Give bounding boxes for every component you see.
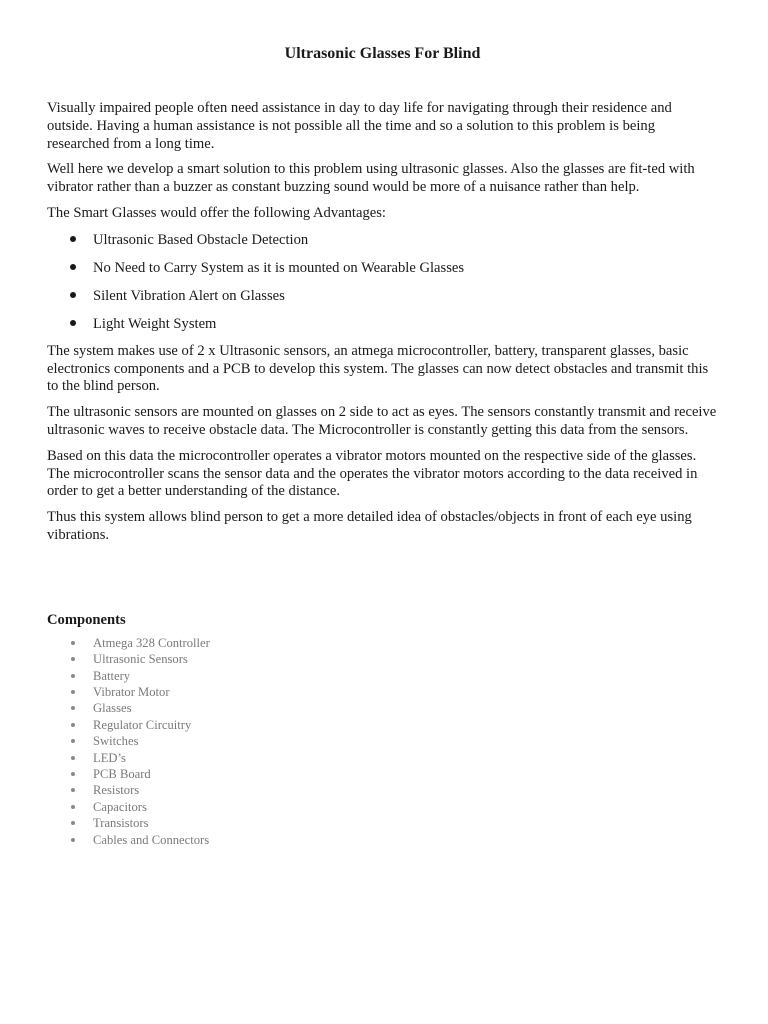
component-text: LED’s <box>93 750 126 765</box>
advantage-item <box>47 287 718 305</box>
component-text: PCB Board <box>93 767 151 781</box>
bullet-icon <box>71 805 75 809</box>
advantages-list <box>47 231 718 333</box>
bullet-icon <box>71 657 75 661</box>
bullet-icon <box>70 292 76 298</box>
component-text: Vibrator Motor <box>93 684 170 699</box>
component-text: Capacitors <box>93 799 147 814</box>
bullet-icon <box>71 788 75 792</box>
advantage-item <box>47 315 718 333</box>
component-item <box>47 700 718 716</box>
bullet-icon <box>71 641 75 645</box>
body-paragraph: Thus this system allows blind person to get a more detailed idea of obstacles/objects in front of each eye using vibrations. <box>47 509 692 543</box>
advantage-text: Light Weight System <box>93 315 217 332</box>
component-item <box>47 766 718 782</box>
bullet-icon <box>71 706 75 710</box>
advantage-item <box>47 231 718 249</box>
bullet-icon <box>71 821 75 825</box>
advantage-text: No Need to Carry System as it is mounted on Wearable Glasses <box>93 259 465 276</box>
intro-paragraph: Visually impaired people often need assistance in day to day life for navigating through their residence and outside. Having a human assistance is not possible all the time and so a solution to this problem is being researched from a long time. <box>47 100 672 152</box>
advantage-text: Silent Vibration Alert on Glasses <box>93 287 285 304</box>
component-text: Glasses <box>93 701 132 716</box>
bullet-icon <box>70 236 76 242</box>
bullet-icon <box>71 739 75 743</box>
component-text: Atmega 328 Controller <box>93 635 210 650</box>
component-item <box>47 733 718 749</box>
document-title: Ultrasonic Glasses For Blind <box>284 45 481 62</box>
component-text: Battery <box>93 668 131 683</box>
component-text: Resistors <box>93 783 140 798</box>
bullet-icon <box>71 723 75 727</box>
bullet-icon <box>71 674 75 678</box>
component-item <box>47 815 718 831</box>
bullet-icon <box>70 264 76 270</box>
component-item <box>47 799 718 815</box>
component-item <box>47 832 718 848</box>
advantage-text: Ultrasonic Based Obstacle Detection <box>93 231 309 248</box>
bullet-icon <box>71 772 75 776</box>
component-item <box>47 635 718 651</box>
body-paragraph: The ultrasonic sensors are mounted on glasses on 2 side to act as eyes. The sensors constantly transmit and receive ultrasonic waves to receive obstacle data. The Microcontroller is constantly getting this data from the sensors. <box>47 404 717 438</box>
components-heading: Components <box>47 611 126 628</box>
body-paragraph: The system makes use of 2 x Ultrasonic sensors, an atmega microcontroller, battery, transparent glasses, basic electronics components and a PCB to develop this system. The glasses can now detect obstacles and transmit this to the blind person. <box>47 342 709 395</box>
component-text: Regulator Circuitry <box>93 717 192 732</box>
advantages-intro: The Smart Glasses would offer the following Advantages: <box>47 204 386 221</box>
component-item <box>47 717 718 733</box>
bullet-icon <box>71 756 75 760</box>
component-item <box>47 782 718 798</box>
component-text: Ultrasonic Sensors <box>93 652 188 667</box>
bullet-icon <box>71 838 75 842</box>
component-text: Switches <box>93 734 139 749</box>
advantage-item <box>47 259 718 277</box>
section-spacer <box>47 553 718 611</box>
component-text: Cables and Connectors <box>93 832 210 847</box>
component-text: Transistors <box>93 816 149 831</box>
component-item <box>47 668 718 684</box>
components-list <box>47 635 718 848</box>
bullet-icon <box>71 690 75 694</box>
component-item <box>47 651 718 667</box>
intro-paragraph: Well here we develop a smart solution to this problem using ultrasonic glasses. Also the glasses are fit-ted with vibrator rather than a buzzer as constant buzzing sound would be more of a nuisance rather than help. <box>47 161 695 196</box>
body-paragraph: Based on this data the microcontroller operates a vibrator motors mounted on the respective side of the glasses. The microcontroller scans the sensor data and the operates the vibrator motors according to the data received in order to get a better understanding of the distance. <box>47 447 698 500</box>
component-item <box>47 684 718 700</box>
bullet-icon <box>70 320 76 326</box>
component-item <box>47 750 718 766</box>
